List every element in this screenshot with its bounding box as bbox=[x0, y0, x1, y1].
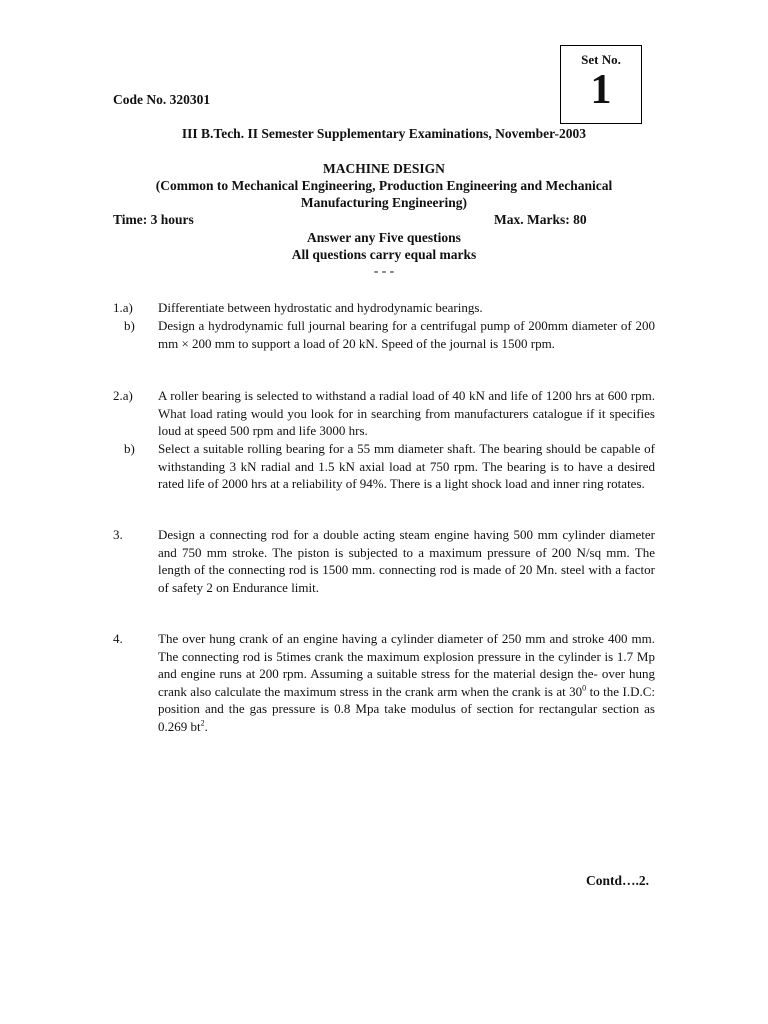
instruction-equal-marks: All questions carry equal marks bbox=[291, 247, 477, 262]
question-number: 3. bbox=[113, 527, 123, 542]
question-text: Design a hydrodynamic full journal bearing for a centrifugal pump of 200mm diameter of 200 mm × 200 mm to support a load of 20 kN. Speed of the journal is 1500 rpm. bbox=[158, 318, 655, 351]
question-number: b) bbox=[124, 441, 135, 456]
question-number: 1.a) bbox=[113, 300, 133, 315]
common-to-line2: Manufacturing Engineering) bbox=[300, 195, 468, 210]
instruction-answer-five: Answer any Five questions bbox=[307, 230, 461, 245]
exam-title: III B.Tech. II Semester Supplementary Examinations, November-2003 bbox=[181, 126, 587, 141]
question-text: The over hung crank of an engine having a cylinder diameter of 250 mm and stroke 400 mm. The connecting rod is 5times crank the maximum explosion pressure in the cylinder is 1.7 Mp and engine runs at 200 rpm. Assuming a suitable stress for the material design the- over hung crank also calculate the maximum stress in the crank arm when the crank is at $30^0$ to the I.D.C: position and the gas pressure is 0.8 Mpa take modulus of section for rectangular section as 0.269 $bt^2$. bbox=[158, 631, 655, 734]
subject-title: MACHINE DESIGN bbox=[323, 161, 445, 176]
question-text: A roller bearing is selected to withstand a radial load of 40 kN and life of 1200 hrs at 600 rpm. What load rating would you look for in searching from manufacturers catalogue if it specifies loud at speed 500 rpm and life 3000 hrs. bbox=[158, 388, 655, 439]
common-to-line1: (Common to Mechanical Engineering, Production Engineering and Mechanical bbox=[155, 178, 613, 193]
question-text: Design a connecting rod for a double acting steam engine having 500 mm cylinder diameter and 750 mm stroke. The piston is subjected to a maximum pressure of 200 N/sq mm. The length of the connecting rod is 1500 mm. connecting rod is made of 20 Mn. steel with a factor of safety 2 on Endurance limit. bbox=[158, 527, 655, 595]
separator: - - - bbox=[373, 263, 395, 278]
time-label: Time: 3 hours bbox=[113, 212, 194, 227]
question-text: Select a suitable rolling bearing for a 55 mm diameter shaft. The bearing should be capable of withstanding 3 kN radial and 1.5 kN axial load at 750 rpm. The bearing is to have a desired rated life of 2000 hrs at a reliability of 94%. There is a light shock load and inner ring rotates. bbox=[158, 441, 655, 492]
question-number: 4. bbox=[113, 631, 123, 646]
set-number-box bbox=[560, 45, 642, 124]
question-number: b) bbox=[124, 318, 135, 333]
set-number: 1 bbox=[590, 67, 612, 113]
continued-footer: Contd….2. bbox=[586, 873, 650, 888]
code-number: Code No. 320301 bbox=[113, 92, 211, 107]
max-marks-label: Max. Marks: 80 bbox=[494, 212, 587, 227]
set-label: Set No. bbox=[581, 52, 621, 67]
question-text: Differentiate between hydrostatic and hydrodynamic bearings. bbox=[158, 300, 483, 315]
question-number: 2.a) bbox=[113, 388, 133, 403]
